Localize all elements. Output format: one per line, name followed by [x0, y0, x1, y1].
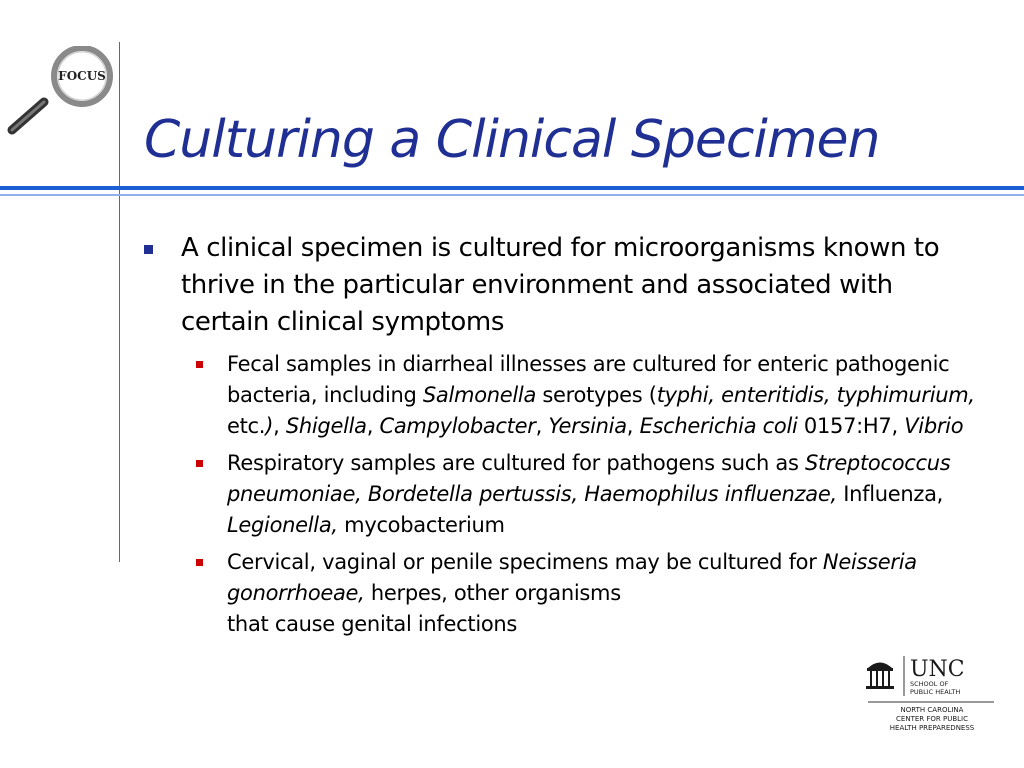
italic-text-run: Streptococcus pneumoniae, Bordetella pertussis, Haemophilus influenzae, — [227, 451, 951, 506]
sub-bullet-marker — [196, 361, 203, 368]
italic-text-run: Legionella, — [227, 513, 338, 537]
text-run: Fecal samples in diarrheal illnesses are cultured for enteric pathogenic bacteria, including — [227, 352, 950, 407]
sub-bullet-text-genital — [227, 550, 917, 636]
text-run: , — [273, 414, 286, 438]
italic-text-run: Yersinia — [548, 414, 627, 438]
italic-text-run: Neisseria gonorrhoeae, — [227, 550, 917, 605]
bullet-list — [140, 230, 980, 646]
italic-text-run: Escherichia coli — [639, 414, 798, 438]
slide-title: Culturing a Clinical Specimen — [144, 110, 880, 170]
sub-bullet-marker — [196, 559, 203, 566]
magnifying-glass-icon — [12, 48, 110, 130]
unc-logo-school-line1: SCHOOL OF — [910, 680, 949, 688]
text-run: serotypes ( — [536, 383, 657, 407]
focus-logo-text: FOCUS — [58, 69, 106, 83]
sub-bullet-item — [140, 349, 980, 442]
title-rule — [0, 186, 1024, 190]
sub-bullet-list — [140, 349, 980, 640]
italic-text-run: ) — [265, 414, 274, 438]
text-run: , — [535, 414, 549, 438]
text-run: , — [626, 414, 640, 438]
text-run: 0157:H7, — [797, 414, 905, 438]
unc-logo-school-line2: PUBLIC HEALTH — [910, 688, 961, 696]
text-run: etc. — [227, 414, 266, 438]
bullet-item — [140, 230, 980, 341]
text-run: mycobacterium — [337, 513, 505, 537]
text-run: that cause genital infections — [227, 612, 518, 636]
unc-logo-center-line2: CENTER FOR PUBLIC — [896, 715, 968, 723]
focus-logo — [4, 46, 116, 138]
italic-text-run: Shigella — [285, 414, 367, 438]
text-run: herpes, other organisms — [364, 581, 621, 605]
vertical-rule — [119, 42, 120, 562]
italic-text-run: Vibrio — [904, 414, 964, 438]
sub-bullet-item — [140, 547, 980, 640]
bullet-text: A clinical specimen is cultured for microorganisms known to thrive in the particular environment and associated with certain clinical symptoms — [181, 233, 940, 337]
unc-logo-center-line1: NORTH CAROLINA — [900, 706, 964, 714]
text-run: Cervical, vaginal or penile specimens may be cultured for — [227, 550, 823, 574]
text-run: Influenza, — [836, 482, 944, 506]
italic-text-run: typhi, enteritidis, typhimurium, — [656, 383, 975, 407]
unc-logo — [862, 654, 1002, 736]
sub-bullet-text-fecal — [227, 352, 975, 438]
unc-logo-center-line3: HEALTH PREPAREDNESS — [889, 724, 975, 732]
old-well-icon — [866, 663, 894, 690]
bullet-marker — [144, 245, 153, 254]
sub-bullet-text-respiratory — [227, 451, 950, 537]
sub-bullet-item — [140, 448, 980, 541]
text-run: , — [366, 414, 380, 438]
sub-bullet-marker — [196, 460, 203, 467]
text-run: Respiratory samples are cultured for pathogens such as — [227, 451, 806, 475]
italic-text-run: Campylobacter — [379, 414, 536, 438]
italic-text-run: Salmonella — [422, 383, 537, 407]
title-rule-thin — [0, 194, 1024, 196]
unc-logo-name: UNC — [910, 657, 965, 682]
